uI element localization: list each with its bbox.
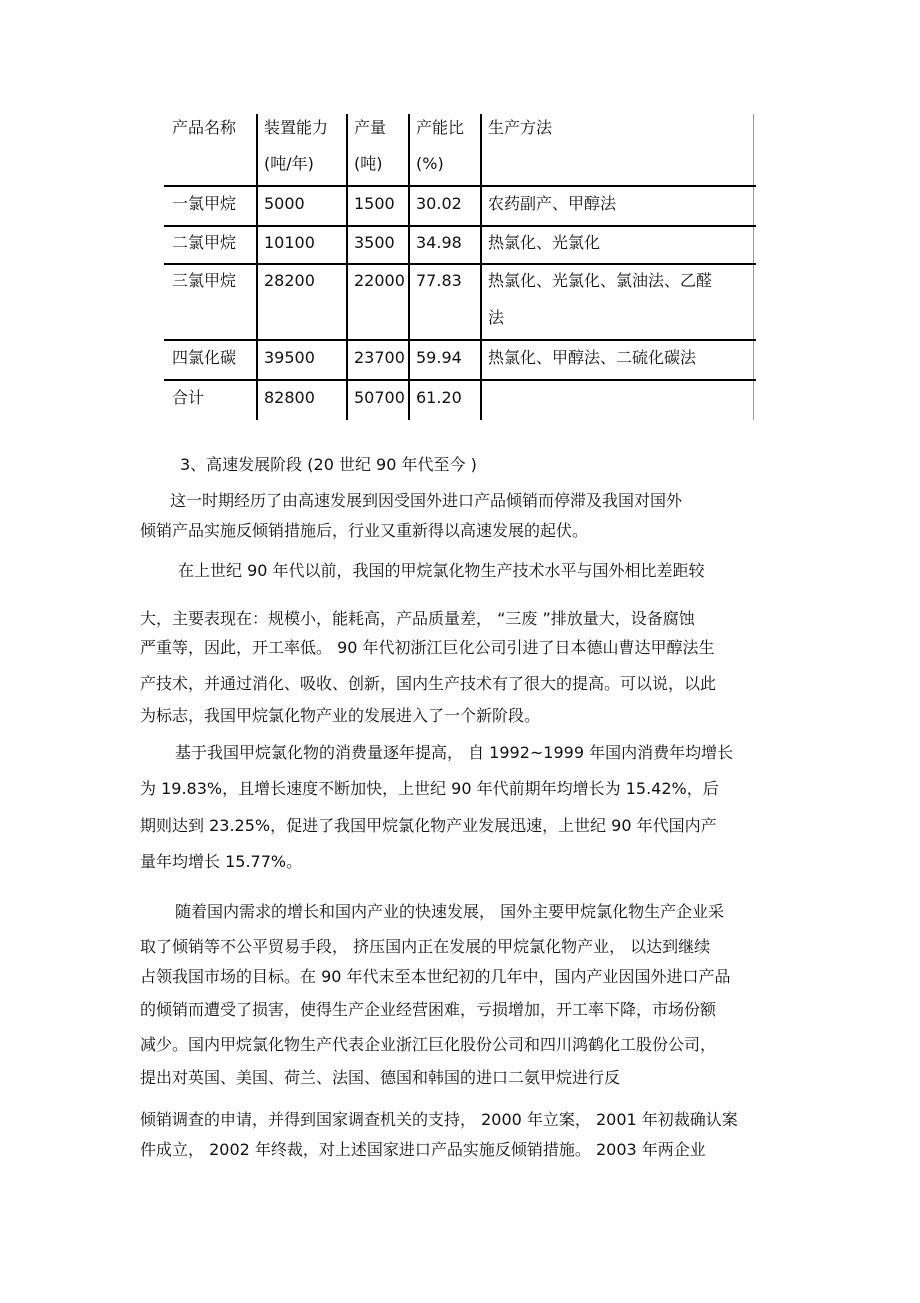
paragraph-line: 占领我国市场的目标。在 90 年代末至本世纪初的几年中，国内产业因国外进口产品	[140, 967, 731, 986]
paragraph-line: 期则达到 23.25%，促进了我国甲烷氯化物产业发展迅速，上世纪 90 年代国内产	[140, 816, 717, 835]
paragraph-line: 产技术，并通过消化、吸收、创新，国内生产技术有了很大的提高。可以说，以此	[140, 674, 717, 693]
paragraph-line: 量年均增长 15.77%。	[140, 852, 303, 871]
paragraph-line: 提出对英国、美国、荷兰、法国、德国和韩国的进口二氨甲烷进行反	[140, 1068, 621, 1087]
header-ratio: 产能比	[416, 118, 465, 137]
paragraph-line: 为标志，我国甲烷氯化物产业的发展进入了一个新阶段。	[140, 706, 541, 725]
table-rule	[346, 114, 348, 420]
paragraph-line: 大，主要表现在：规模小，能耗高，产品质量差， “三废 ”排放量大，设备腐蚀	[140, 609, 695, 628]
table-cell-name: 合计	[172, 388, 205, 407]
table-rule	[164, 379, 756, 381]
table-cell-output: 22000	[354, 271, 405, 290]
header-capacity-unit: (吨/年)	[264, 154, 314, 173]
header-ratio-unit: (%)	[416, 154, 444, 173]
table-cell-capacity: 5000	[264, 194, 305, 213]
table-rule	[164, 185, 756, 187]
table-cell-method-cont: 法	[488, 308, 505, 327]
paragraph-line: 随着国内需求的增长和国内产业的快速发展， 国外主要甲烷氯化物生产企业采	[175, 902, 725, 921]
paragraph-line: 基于我国甲烷氯化物的消费量逐年提高， 自 1992~1999 年国内消费年均增长	[175, 743, 734, 762]
header-output: 产量	[354, 118, 387, 137]
table-rule	[408, 114, 410, 420]
table-cell-method: 热氯化、光氯化、氯油法、乙醛	[488, 271, 713, 290]
table-rule	[753, 114, 754, 420]
paragraph-line: 这一时期经历了由高速发展到因受国外进口产品倾销而停滞及我国对国外	[170, 491, 683, 510]
capacity-table	[164, 112, 756, 420]
paragraph-line: 的倾销而遭受了损害，使得生产企业经营困难，亏损增加，开工率下降，市场份额	[140, 1000, 717, 1019]
table-cell-capacity: 28200	[264, 271, 315, 290]
paragraph-line: 严重等，因此，开工率低。 90 年代初浙江巨化公司引进了日本德山曹达甲醇法生	[140, 638, 715, 657]
table-rule	[164, 225, 756, 227]
paragraph-line: 件成立， 2002 年终裁，对上述国家进口产品实施反倾销措施。 2003 年两企业	[140, 1140, 706, 1159]
table-cell-output: 50700	[354, 388, 405, 407]
table-cell-ratio: 77.83	[416, 271, 462, 290]
table-rule	[164, 263, 756, 265]
paragraph-line: 为 19.83%，且增长速度不断加快，上世纪 90 年代前期年均增长为 15.42%，后	[140, 779, 719, 798]
section-heading: 3、高速发展阶段 (20 世纪 90 年代至今 )	[180, 455, 477, 474]
paragraph-line: 倾销产品实施反倾销措施后，行业又重新得以高速发展的起伏。	[140, 521, 589, 540]
table-rule	[256, 114, 258, 420]
paragraph-line: 减少。国内甲烷氯化物生产代表企业浙江巨化股份公司和四川鸿鹤化工股份公司，	[140, 1035, 717, 1054]
paragraph-line: 取了倾销等不公平贸易手段， 挤压国内正在发展的甲烷氯化物产业， 以达到继续	[140, 937, 711, 956]
table-rule	[164, 339, 756, 341]
table-cell-capacity: 82800	[264, 388, 315, 407]
table-cell-capacity: 39500	[264, 348, 315, 367]
header-capacity: 装置能力	[264, 118, 329, 137]
table-cell-name: 一氯甲烷	[172, 194, 237, 213]
paragraph-line: 倾销调查的申请，并得到国家调查机关的支持， 2000 年立案， 2001 年初裁确认案	[140, 1110, 738, 1129]
table-cell-ratio: 30.02	[416, 194, 462, 213]
table-rule	[480, 114, 482, 420]
table-cell-output: 23700	[354, 348, 405, 367]
table-cell-output: 3500	[354, 233, 395, 252]
header-product-name: 产品名称	[172, 118, 237, 137]
table-cell-name: 四氯化碳	[172, 348, 237, 367]
table-cell-capacity: 10100	[264, 233, 315, 252]
table-cell-ratio: 34.98	[416, 233, 462, 252]
table-cell-method: 农药副产、甲醇法	[488, 194, 617, 213]
table-cell-method: 热氯化、甲醇法、二硫化碳法	[488, 348, 697, 367]
paragraph-line: 在上世纪 90 年代以前，我国的甲烷氯化物生产技术水平与国外相比差距较	[178, 561, 705, 580]
header-output-unit: (吨)	[354, 154, 383, 173]
table-cell-name: 三氯甲烷	[172, 271, 237, 290]
table-cell-ratio: 59.94	[416, 348, 462, 367]
table-cell-output: 1500	[354, 194, 395, 213]
table-cell-method: 热氯化、光氯化	[488, 233, 601, 252]
header-method: 生产方法	[488, 118, 553, 137]
table-cell-ratio: 61.20	[416, 388, 462, 407]
table-cell-name: 二氯甲烷	[172, 233, 237, 252]
